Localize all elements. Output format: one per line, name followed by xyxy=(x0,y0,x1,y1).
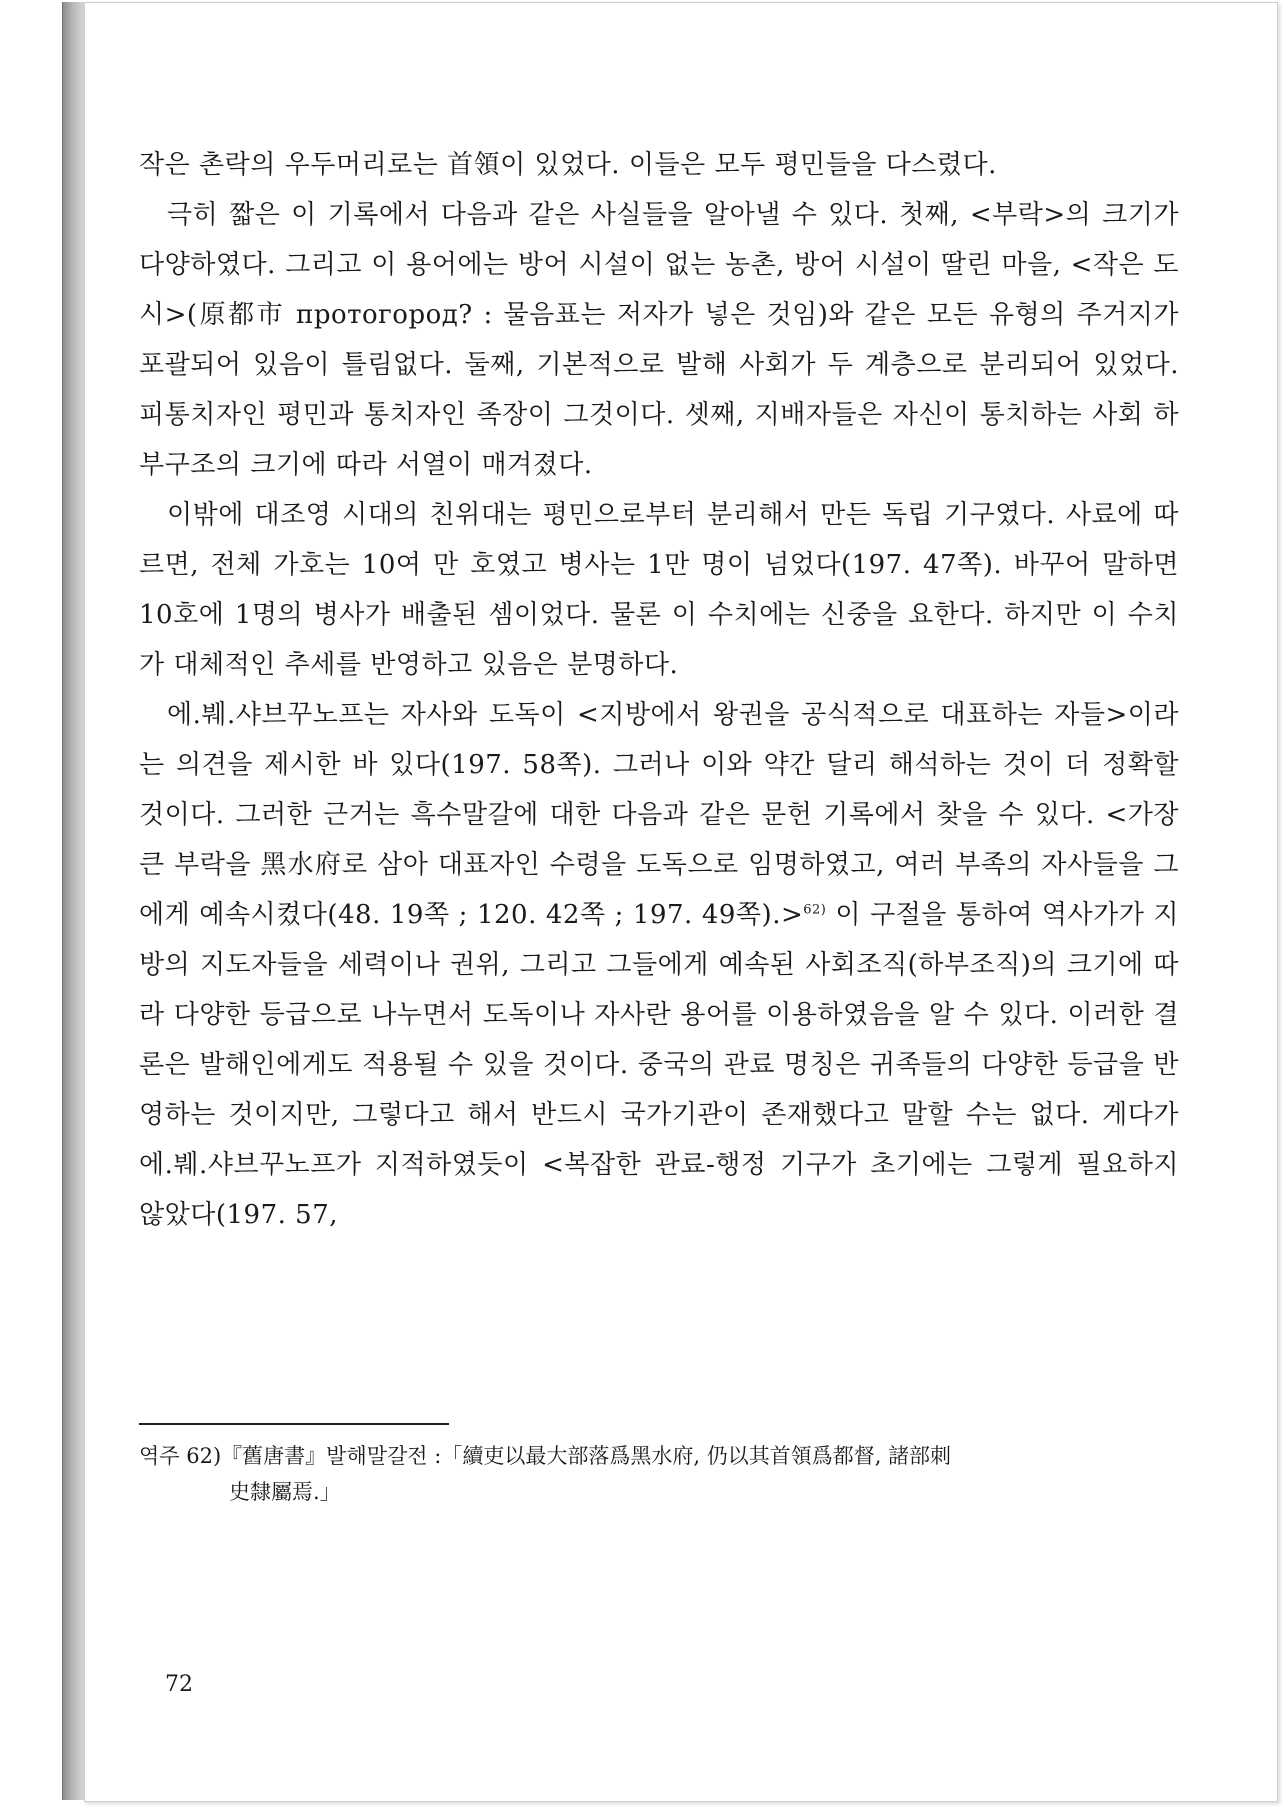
paragraph-4-part-2: 이 구절을 통하여 역사가가 지방의 지도자들을 세력이나 권위, 그리고 그들에게 예속된 사회조직(하부조직)의 크기에 따라 다양한 등급으로 나누면서 도독이나 자사란 용어를 이용하였음을 알 수 있다. 이러한 결론은 발해인에게도 적용될 수 있을 것이다. 중국의 관료 명칭은 귀족들의 다양한 등급을 반영하는 것이지만, 그렇다고 해서 반드시 국가기관이 존재했다고 말할 수는 없다. 게다가 에.붸.샤브꾸노프가 지적하였듯이 <복잡한 관료-행정 기구가 초기에는 그렇게 필요하지 않았다(197. 57, xyxy=(139,900,1179,1230)
footnote-line-2: 史隸屬焉.」 xyxy=(229,1480,341,1504)
paragraph-3: 이밖에 대조영 시대의 친위대는 평민으로부터 분리해서 만든 독립 기구였다. 사료에 따르면, 전체 가호는 10여 만 호였고 병사는 1만 명이 넘었다(197. 47쪽). 바꾸어 말하면 10호에 1명의 병사가 배출된 셈이었다. 물론 이 수치에는 신중을 요한다. 하지만 이 수치가 대체적인 추세를 반영하고 있음은 분명하다. xyxy=(139,500,1179,680)
footnote-reference: 62) xyxy=(803,902,827,918)
footnote xyxy=(139,1438,1179,1510)
paragraph-2: 극히 짧은 이 기록에서 다음과 같은 사실들을 알아낼 수 있다. 첫째, <부락>의 크기가 다양하였다. 그리고 이 용어에는 방어 시설이 없는 농촌, 방어 시설이 딸린 마을, <작은 도시>(原都市 протогород? : 물음표는 저자가 넣은 것임)와 같은 모든 유형의 주거지가 포괄되어 있음이 틀림없다. 둘째, 기본적으로 발해 사회가 두 계층으로 분리되어 있었다. 피통치자인 평민과 통치자인 족장이 그것이다. 셋째, 지배자들은 자신이 통치하는 사회 하부구조의 크기에 따라 서열이 매겨졌다. xyxy=(139,200,1179,480)
footnote-line-1: 역주 62)『舊唐書』발해말갈전 :「續吏以最大部落爲黑水府, 仍以其首領爲都督, 諸部刺 xyxy=(139,1444,952,1468)
body-text xyxy=(139,140,1179,1240)
page-number: 72 xyxy=(165,1672,193,1697)
page-edge-stack xyxy=(62,2,85,1800)
paragraph-4-part-1: 에.붸.샤브꾸노프는 자사와 도독이 <지방에서 왕권을 공식적으로 대표하는 자들>이라는 의견을 제시한 바 있다(197. 58쪽). 그러나 이와 약간 달리 해석하는 것이 더 정확할 것이다. 그러한 근거는 흑수말갈에 대한 다음과 같은 문헌 기록에서 찾을 수 있다. <가장 큰 부락을 黑水府로 삼아 대표자인 수령을 도독으로 임명하였고, 여러 부족의 자사들을 그에게 예속시켰다(48. 19쪽 ; 120. 42쪽 ; 197. 49쪽).> xyxy=(139,700,1179,930)
paragraph-1: 작은 촌락의 우두머리로는 首領이 있었다. 이들은 모두 평민들을 다스렸다. xyxy=(139,150,997,180)
paragraph-4 xyxy=(139,690,1179,1240)
footnote-divider xyxy=(139,1423,449,1425)
